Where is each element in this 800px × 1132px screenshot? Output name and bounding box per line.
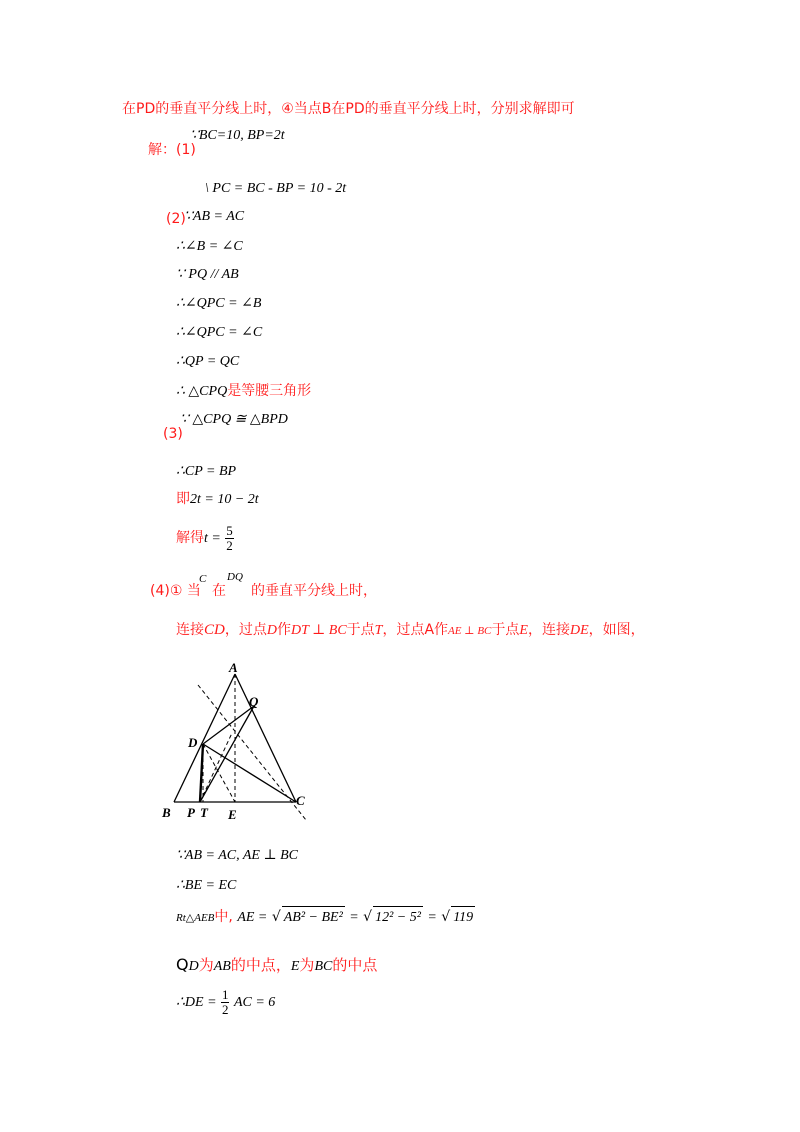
geometry-figure bbox=[160, 660, 320, 830]
p2-line-3: ∵ PQ // AB bbox=[176, 267, 239, 282]
segment-de bbox=[203, 744, 235, 802]
label-t: T bbox=[200, 805, 208, 820]
label-d: D bbox=[188, 735, 198, 750]
pc-formula: \ PC = BC - BP = 10 - 2t bbox=[205, 181, 347, 196]
p2-line-6: ∴QP = QC bbox=[176, 354, 240, 369]
p3-equation: 2t = 10 − 2t bbox=[190, 492, 259, 507]
p3-solution-line bbox=[176, 522, 234, 555]
p4-zai: 在 bbox=[212, 583, 226, 599]
part2-label: (2) bbox=[166, 211, 186, 227]
part4-label: (4)① 当 bbox=[150, 583, 201, 599]
one-half-fraction: $\frac{1}{2}$ bbox=[221, 986, 229, 1017]
label-c: C bbox=[296, 793, 305, 808]
de-line: ∴DE = $\frac{1}{2}$ AC = 6 bbox=[176, 986, 276, 1017]
be-ec: ∴BE = EC bbox=[176, 878, 237, 893]
intro-text: 在PD的垂直平分线上时，④当点B在PD的垂直平分线上时，分别求解即可 bbox=[122, 101, 575, 117]
isosceles-triangle-math: ∴ △CPQ bbox=[176, 384, 228, 399]
p4-rest: 的垂直平分线上时， bbox=[251, 583, 377, 599]
rt-zhong: 中, bbox=[214, 909, 233, 925]
p2-line-2: ∴∠B = ∠C bbox=[176, 239, 243, 254]
q-symbol: Q bbox=[176, 955, 189, 974]
label-q: Q bbox=[249, 694, 259, 709]
sqrt-119: 119 bbox=[451, 906, 475, 929]
p2-line-4: ∴∠QPC = ∠B bbox=[176, 296, 262, 311]
p4-segment-dq: DQ bbox=[227, 571, 243, 583]
rt-triangle-label: Rt△AEB bbox=[176, 912, 215, 924]
p2-conclusion bbox=[176, 382, 311, 401]
figure-labels bbox=[161, 660, 305, 822]
jiede-text: 解得 bbox=[176, 530, 204, 546]
sqrt-ab-be: AB² − BE² bbox=[282, 906, 345, 929]
part3-label: (3) bbox=[163, 426, 183, 442]
label-p: P bbox=[187, 805, 195, 820]
five-halves-fraction: $\frac{5}{2}$ bbox=[226, 522, 233, 553]
midpoint-line: QD为AB的中点，E为BC的中点 bbox=[176, 955, 378, 974]
ab-ac-ae-bc: ∵AB = AC, AE ⊥ BC bbox=[176, 848, 299, 863]
label-b: B bbox=[162, 805, 171, 820]
solution-label: 解：(1) bbox=[148, 142, 196, 158]
p2-line-1: ∵AB = AC bbox=[184, 209, 245, 224]
label-a: A bbox=[229, 660, 238, 675]
pythagorean-line: Rt△AEB中, AE = √ AB² − BE² = √ 12² − 5² = √ 119 bbox=[176, 906, 475, 929]
p3-cp-bp: ∴CP = BP bbox=[176, 464, 237, 479]
t-equals: t = bbox=[204, 531, 221, 546]
connect-instruction: 连接CD，过点D作DT ⊥ BC于点T，过点A作AE ⊥ BC于点E，连接DE，如图， bbox=[176, 622, 645, 638]
given-bc-bp: ∵BC=10, BP=2t bbox=[190, 128, 285, 143]
label-e: E bbox=[228, 807, 237, 822]
isosceles-text: 是等腰三角形 bbox=[227, 383, 312, 399]
p3-equation-line bbox=[176, 490, 259, 509]
p3-congruence: ∵ △CPQ ≅ △BPD bbox=[180, 412, 288, 427]
p4-point-c: C bbox=[199, 573, 207, 585]
ji-text: 即 bbox=[176, 491, 190, 507]
p2-line-5: ∴∠QPC = ∠C bbox=[176, 325, 263, 340]
sqrt-12-5: 12² − 5² bbox=[373, 906, 423, 929]
